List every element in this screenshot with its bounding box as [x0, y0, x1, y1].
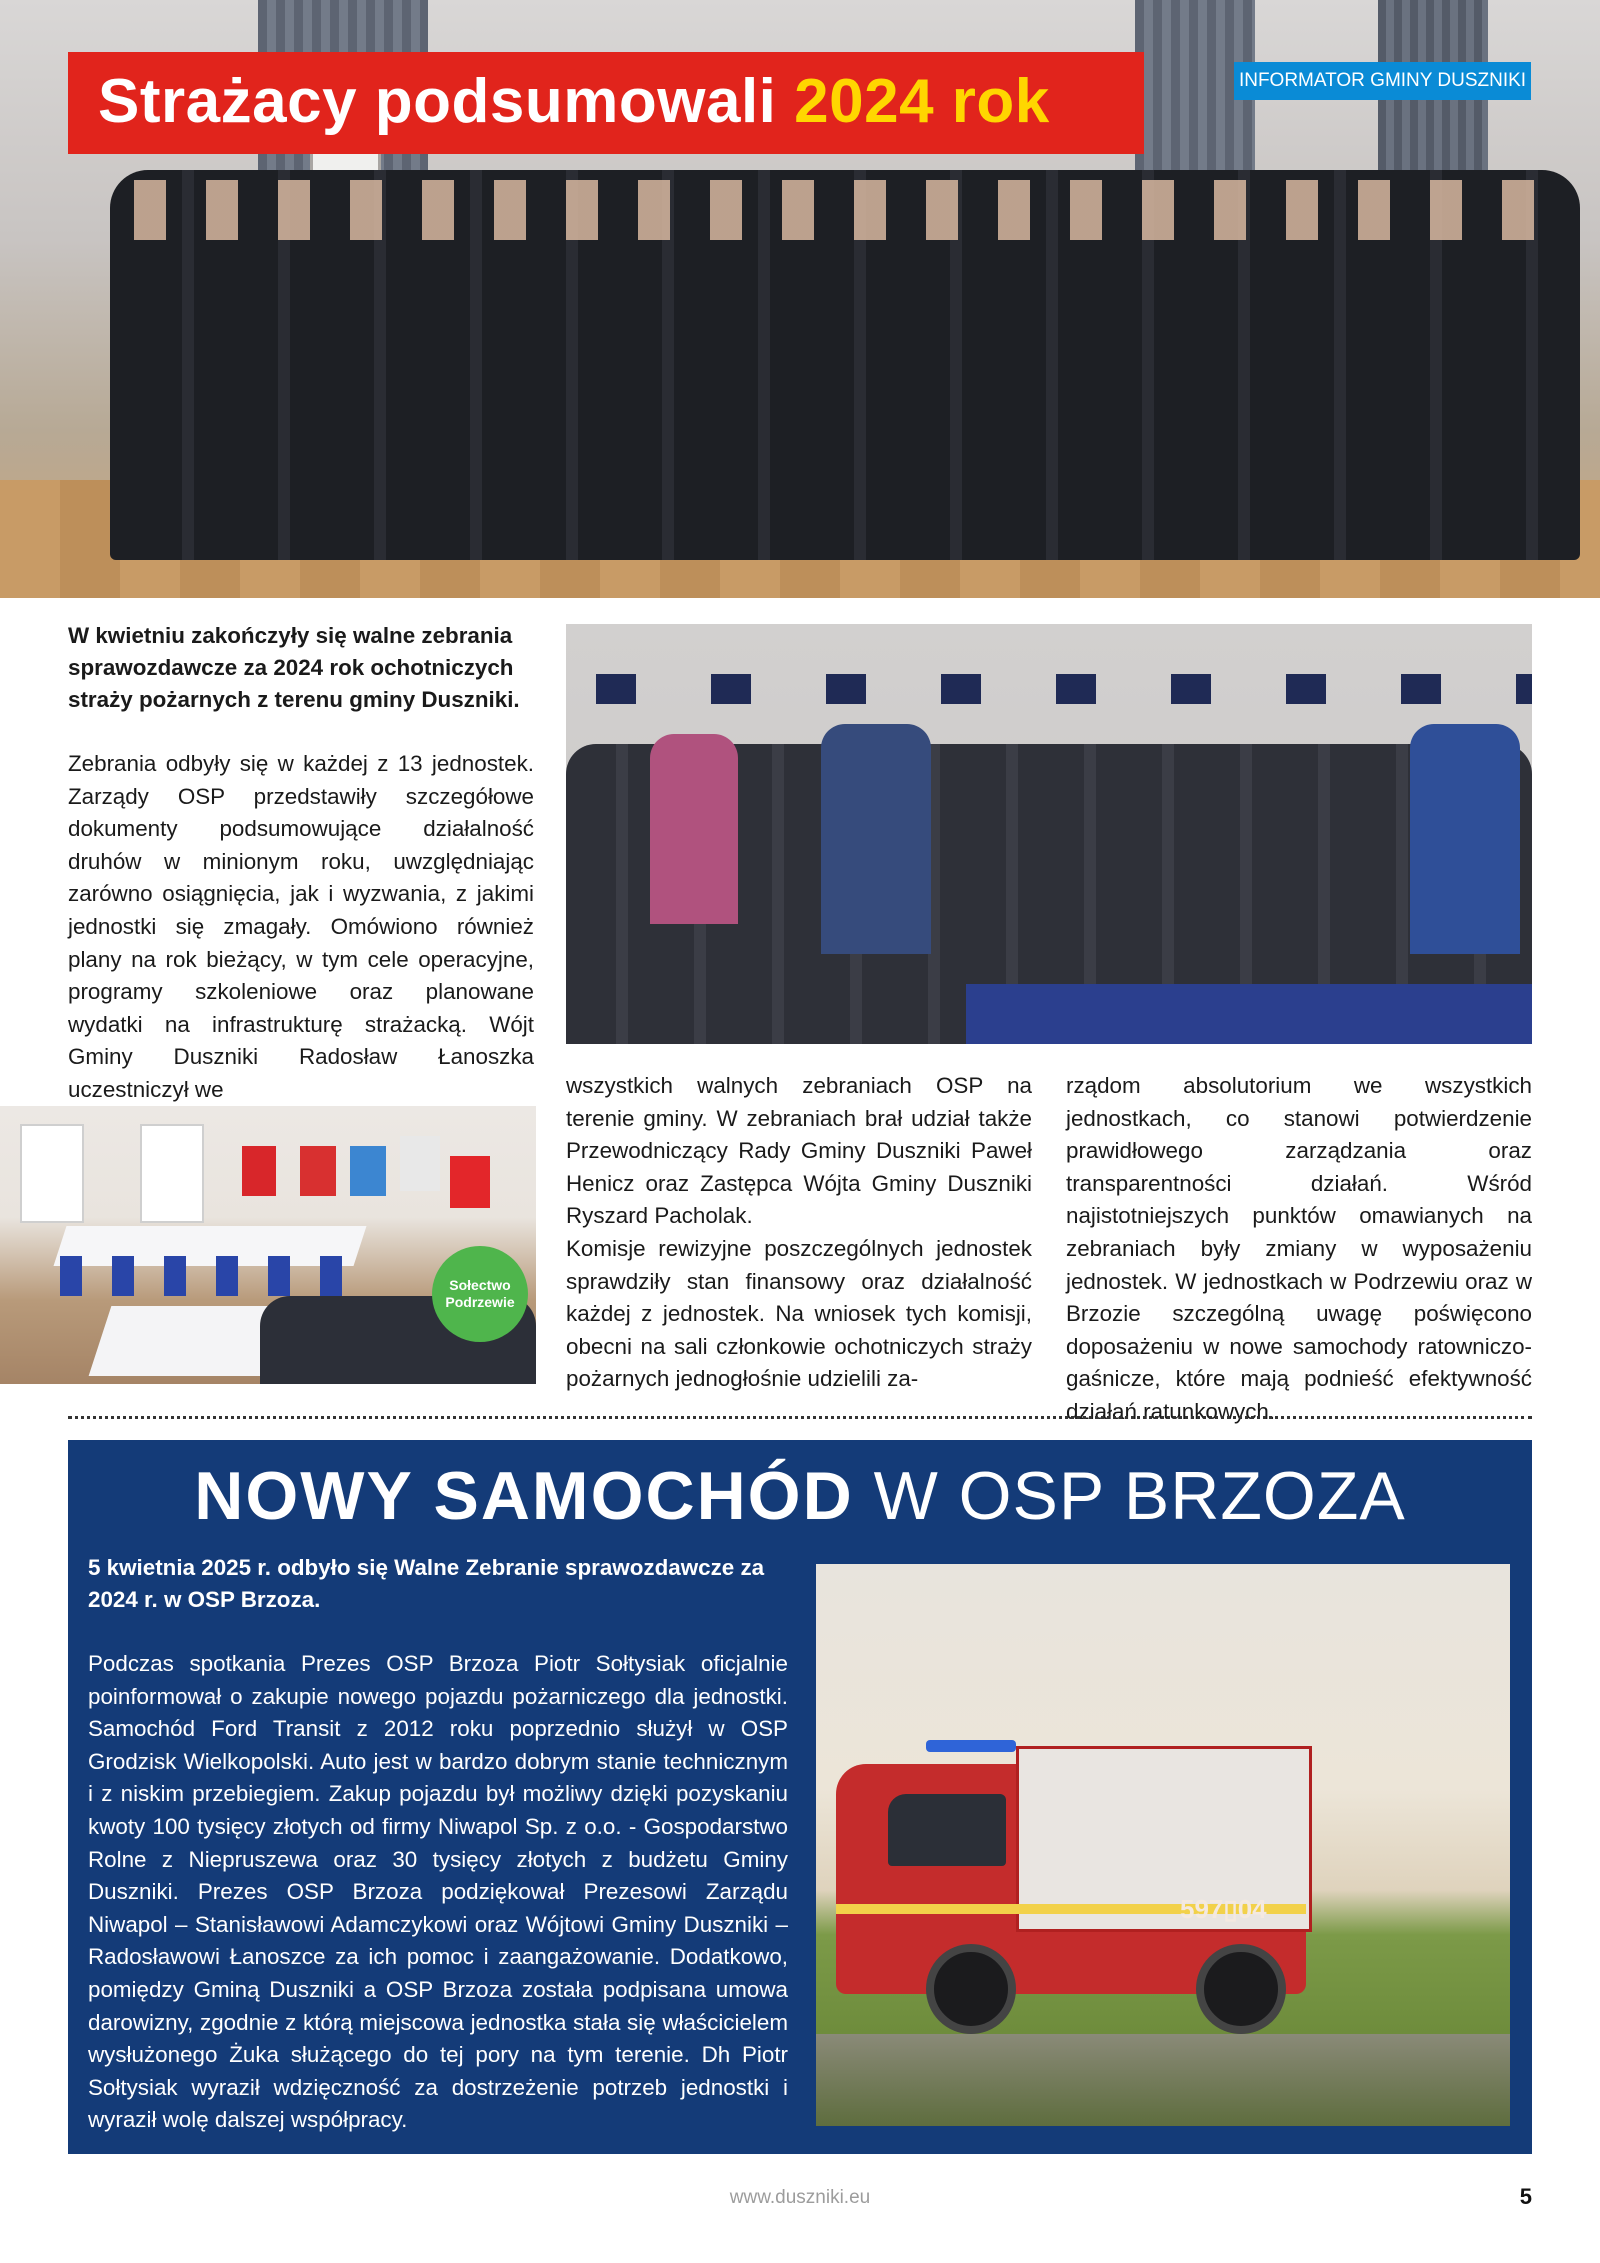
page-number: 5 [1519, 2184, 1532, 2209]
window [140, 1124, 204, 1223]
photo-meeting-hall [0, 1106, 536, 1384]
emergency-lights [926, 1740, 1016, 1752]
heading-bold: NOWY SAMOCHÓD [194, 1458, 854, 1534]
article-2-lead: 5 kwietnia 2025 r. odbyło się Walne Zebranie sprawozdawcze za 2024 r. w OSP Brzoza. [88, 1555, 765, 1612]
emblem [450, 1156, 490, 1208]
window [20, 1124, 84, 1223]
uniform-caps [566, 674, 1532, 704]
emblem [300, 1146, 336, 1196]
article-2-heading [68, 1450, 1532, 1542]
article-lead: W kwietniu zakończyły się walne zebrania sprawozdawcze za 2024 rok ochotniczych straży pożarnych z terenu gminy Duszniki. [68, 623, 520, 712]
headline-main: Strażacy podsumowali [98, 67, 795, 136]
emblem [350, 1146, 386, 1196]
article-2-body: Podczas spotkania Prezes OSP Brzoza Piotr Sołtysiak oficjalnie poinformował o zakupie nowego pojazdu pożarniczego dla jednostki. Samochód Ford Transit z 2012 roku poprzednio służył w OSP Grodzisk Wielkopolski. Auto jest w bardzo dobrym stanie technicznym i z niskim przebiegiem. Zakup pojazdu był możliwy dzięki pozyskaniu kwoty 100 tysięcy złotych od firmy Niwapol Sp. z o.o. - Gospodarstwo Rolne z Niepruszewa oraz 30 tysięcy złotych z budżetu Gminy Duszniki. Prezes OSP Brzoza podziękował Prezesowi Zarządu Niwapol – Stanisławowi Adamczykowi oraz Wójtowi Gminy Duszniki – Radosławowi Łanoszce za ich pomoc i zaangażowanie. Dodatkowo, pomiędzy Gminą Duszniki a OSP Brzoza została podpisana umowa darowizny, zgodnie z którą miejscowa jednostka stała się właścicielem wysłużonego Żuka służącego do tej pory na tym terenie. Dh Piotr Sołtysiak wyraził wdzięczność za dostrzeżenie potrzeb jednostki i wyraził wolę dalszej współpracy. [88, 1651, 788, 2133]
publication-badge: INFORMATOR GMINY DUSZNIKI [1234, 62, 1531, 100]
solectwo-sign: Sołectwo Podrzewie [432, 1246, 528, 1342]
person-pink-jacket [650, 734, 738, 924]
faces [120, 180, 1570, 240]
article-column-1: Zebrania odbyły się w każdej z 13 jednostek. Zarządy OSP przedstawiły szczegółowe dokumenty podsumowujące działalność druhów w minionym roku, uwzględniając zarówno osiągnięcia, jak i wyzwania, z jakimi jednostki się zmagały. Omówiono również plany na rok bieżący, w tym cele operacyjne, programy szkoleniowe oraz planowane wydatki na infrastrukturę strażacką. Wójt Gminy Duszniki Radosław Łanoszka uczestniczył we [68, 751, 534, 1102]
banquet-table [966, 984, 1532, 1044]
headline [98, 62, 1050, 142]
heading-rest: W OSP BRZOZA [853, 1458, 1406, 1534]
chairs [30, 1256, 370, 1296]
article-column-2-para-2: Komisje rewizyjne poszczególnych jednostek sprawdziły stan finansowy oraz działalność każdej z jednostek. Na wniosek tych komisji, obecni na sali członkowie ochotniczych straży pożarnych jednogłośnie udzielili za- [566, 1235, 1032, 1392]
wheel [1196, 1944, 1286, 2034]
person-blue-suit [1410, 724, 1520, 954]
photo-meeting-group [566, 624, 1532, 1044]
road [816, 2034, 1510, 2126]
article-column-2-para-1: wszystkich walnych zebraniach OSP na terenie gminy. W zebraniach brał udział także Przewodniczący Rady Gminy Duszniki Paweł Henicz oraz Zastępca Wójta Gminy Duszniki Ryszard Pacholak. [566, 1073, 1032, 1229]
cab-window [888, 1794, 1006, 1866]
headline-highlight: 2024 rok [794, 67, 1050, 136]
photo-fire-truck [816, 1564, 1510, 2126]
article-column-2 [566, 1070, 1032, 1396]
person-blue-suit [821, 724, 931, 954]
wheel [926, 1944, 1016, 2034]
footer-url[interactable]: www.duszniki.eu [729, 2187, 871, 2208]
section-divider [68, 1416, 1532, 1419]
emblem [400, 1136, 440, 1191]
article-column-3: rządom absolutorium we wszystkich jednostkach, co stanowi potwierdzenie prawidłowego zarządzania oraz transparentności działań. Wśród najistotniejszych punktów omawianych na zebraniach były zmiany w wyposażeniu jednostek. W jednostkach w Podrzewiu oraz w Brzozie szczególną uwagę poświęcono doposażeniu w nowe samochody ratowniczo-gaśnicze, które mają podnieść efektywność działań ratunkowych. [1066, 1073, 1532, 1424]
truck-number: 597▯04 [1180, 1894, 1267, 1924]
emblem [242, 1146, 276, 1196]
headline-banner [68, 52, 1144, 154]
